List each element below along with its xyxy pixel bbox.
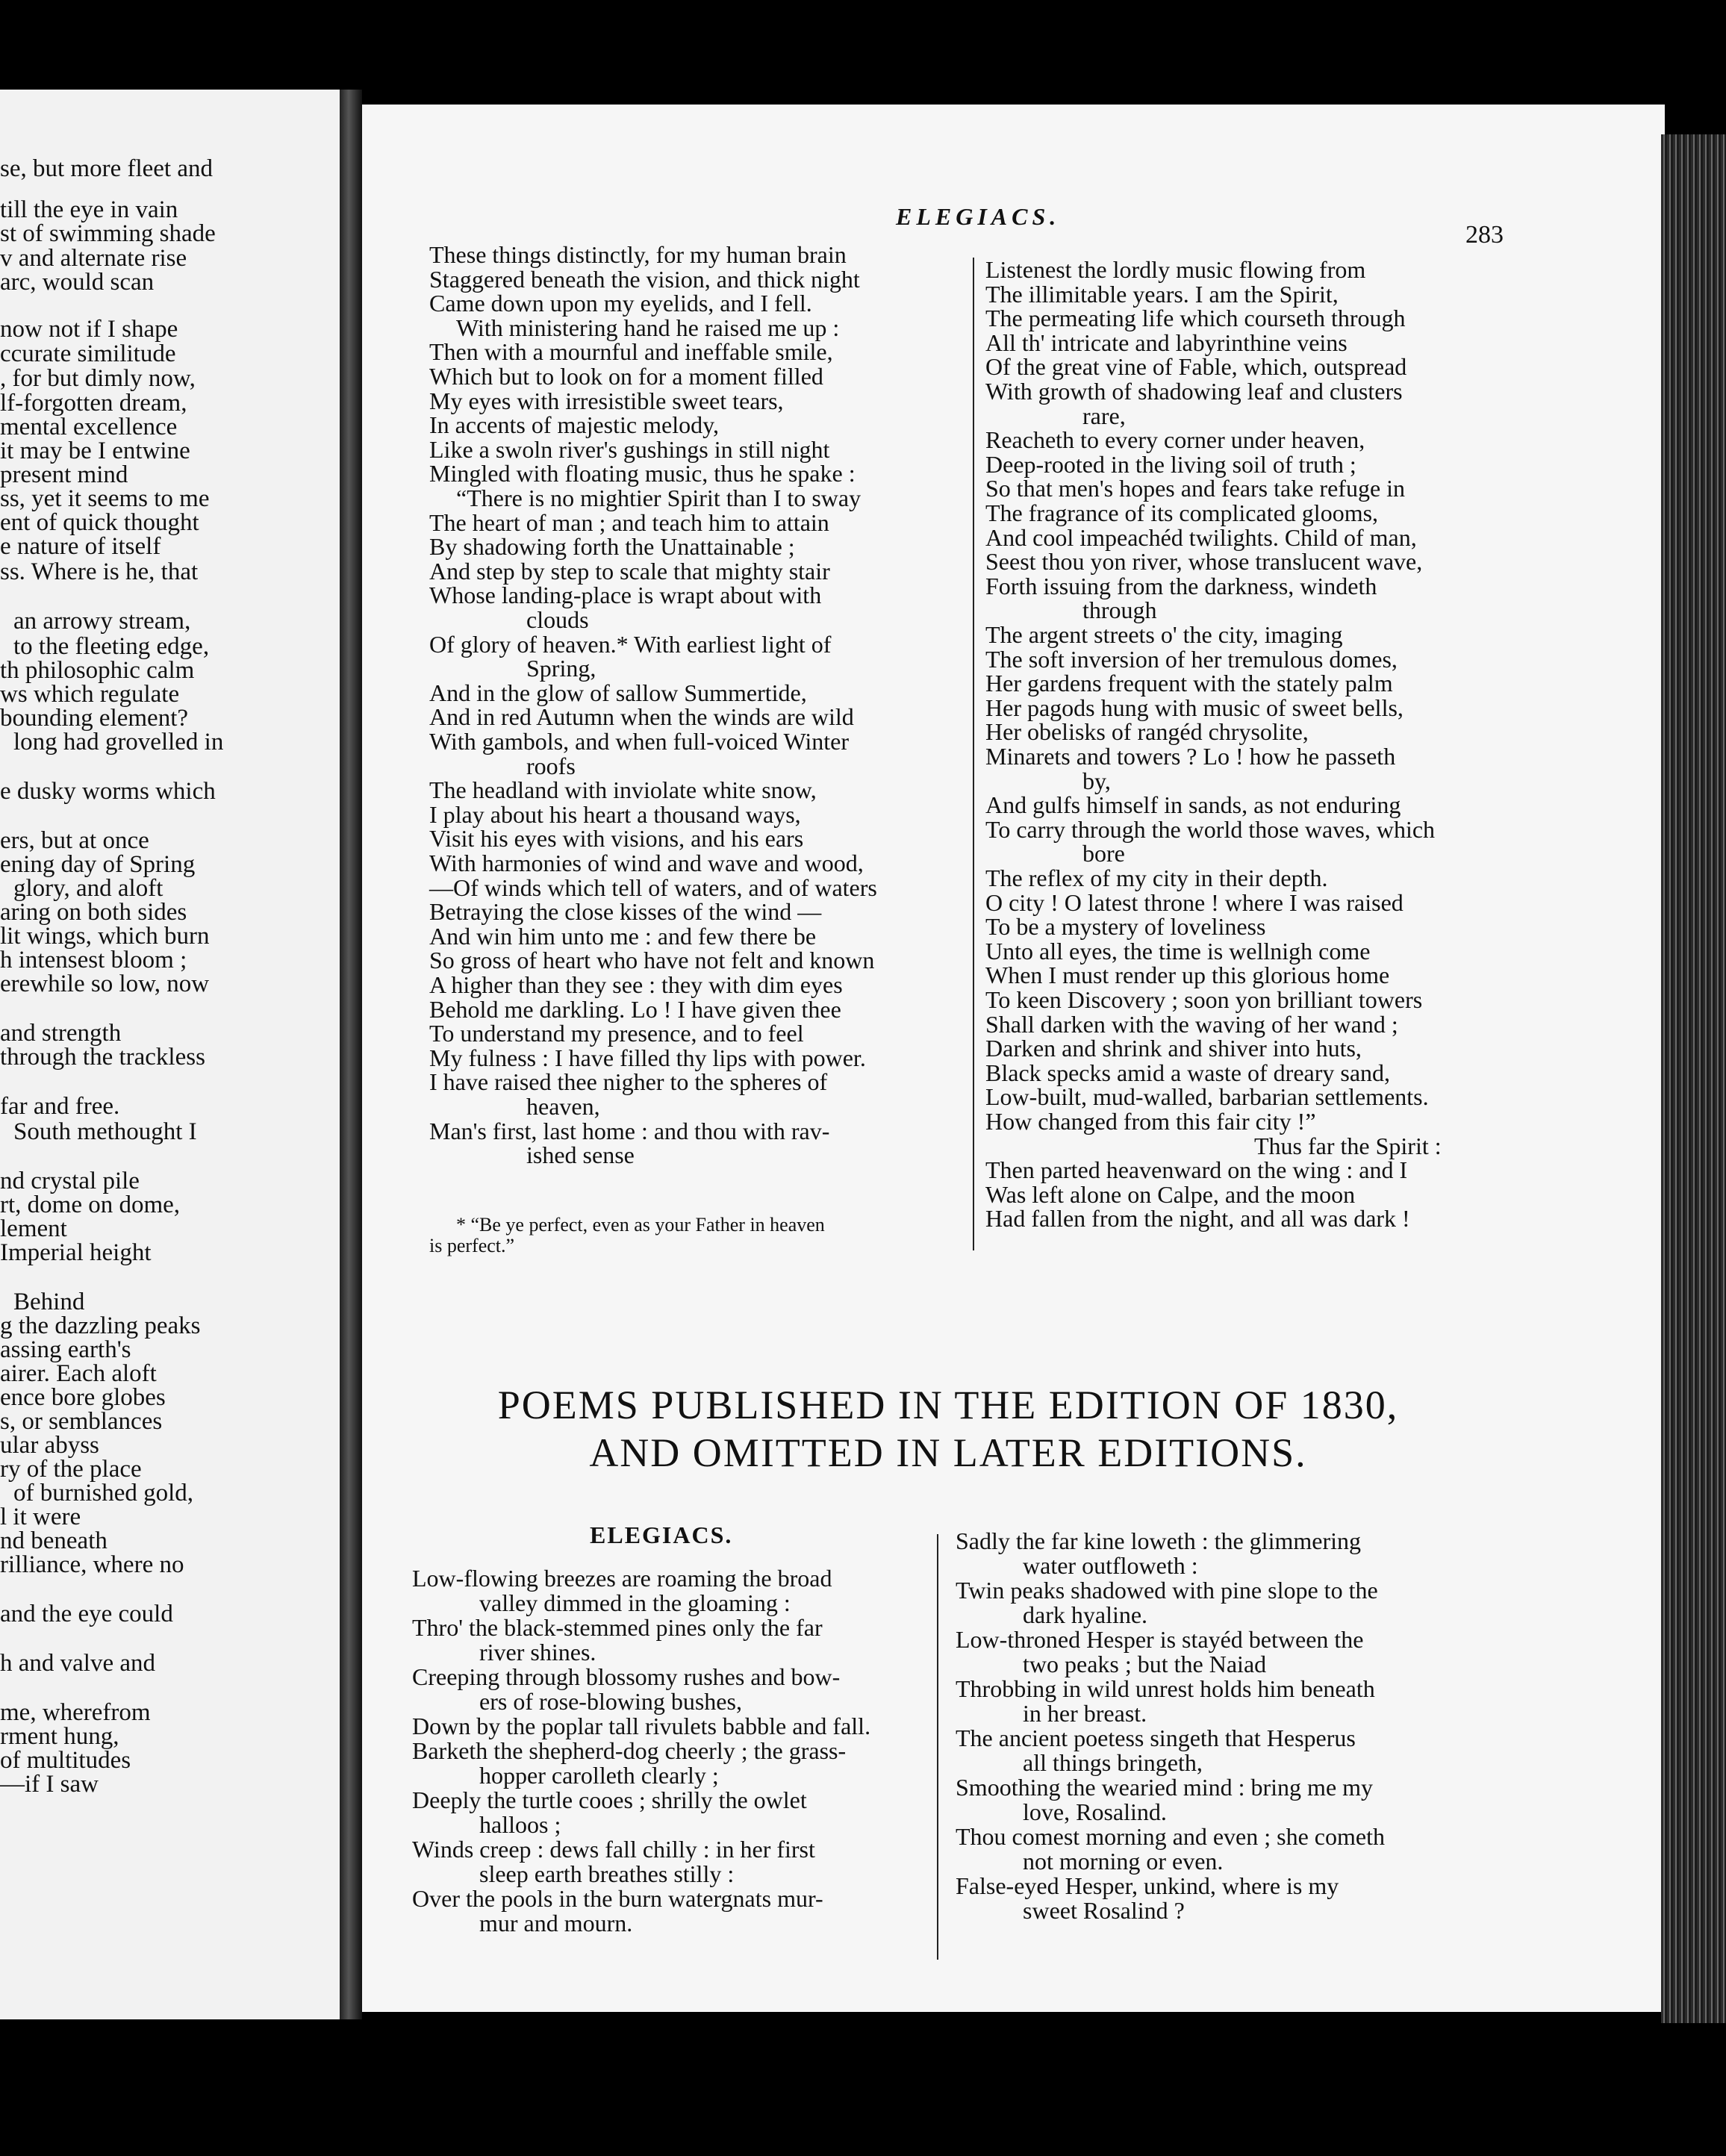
poem-title: ELEGIACS. [590, 1521, 733, 1548]
text-line: long had grovelled in [13, 729, 224, 755]
text-line: love, Rosalind. [1023, 1798, 1167, 1825]
text-line: Thro' the black-stemmed pines only the far [412, 1614, 823, 1641]
text-line: valley dimmed in the gloaming : [479, 1589, 791, 1616]
text-line: South methought I [13, 1118, 197, 1145]
text-line: hopper carolleth clearly ; [479, 1762, 719, 1789]
text-line: How changed from this fair city !” [985, 1108, 1316, 1135]
text-line: And in red Autumn when the winds are wild [429, 703, 854, 731]
text-line: Listenest the lordly music flowing from [985, 256, 1366, 283]
text-line: nd crystal pile [0, 1168, 140, 1194]
text-line: ry of the place [0, 1456, 142, 1483]
text-line: to the fleeting edge, [13, 633, 210, 660]
text-line: Reacheth to every corner under heaven, [985, 426, 1365, 454]
text-line: Deeply the turtle cooes ; shrilly the owlet [412, 1786, 807, 1813]
text-line: sweet Rosalind ? [1023, 1897, 1185, 1924]
column-d [956, 1529, 1478, 1947]
text-line: Whose landing-place is wrapt about with [429, 582, 822, 609]
text-line: an arrowy stream, [13, 608, 191, 635]
text-line: Of glory of heaven.* With earliest light of [429, 630, 832, 658]
text-line: To understand my presence, and to feel [429, 1020, 804, 1047]
text-line: Barketh the shepherd-dog cheerly ; the grass- [412, 1737, 847, 1764]
text-line: Thou comest morning and even ; she cometh [956, 1823, 1385, 1850]
text-line: far and free. [0, 1093, 120, 1120]
text-line: Behold me darkling. Lo ! I have given thee [429, 995, 841, 1023]
column-divider [973, 258, 974, 1250]
text-line: through the trackless [0, 1044, 205, 1071]
text-line: Winds creep : dews fall chilly : in her first [412, 1836, 815, 1863]
text-line: The heart of man ; and teach him to attain [429, 508, 829, 536]
text-line: in her breast. [1023, 1700, 1147, 1727]
text-line: Thus far the Spirit : [1254, 1132, 1442, 1159]
text-line: Minarets and towers ? Lo ! how he passeth [985, 743, 1396, 770]
text-line: st of swimming shade [0, 220, 216, 247]
text-line: bore [1082, 840, 1125, 867]
section-heading [418, 1381, 1478, 1477]
text-line: ished sense [526, 1141, 635, 1169]
text-line: ccurate similitude [0, 340, 176, 367]
text-line: False-eyed Hesper, unkind, where is my [956, 1872, 1339, 1899]
text-line: of burnished gold, [13, 1480, 194, 1507]
text-line: rilliance, where no [0, 1551, 184, 1578]
text-line: v and alternate rise [0, 245, 187, 272]
text-line: Twin peaks shadowed with pine slope to the [956, 1577, 1378, 1604]
text-line: river shines. [479, 1639, 596, 1666]
text-line: ence bore globes [0, 1384, 166, 1411]
text-line: Sadly the far kine loweth : the glimmering [956, 1527, 1361, 1554]
text-line: Low-throned Hesper is stayéd between the [956, 1626, 1364, 1653]
text-line: of multitudes [0, 1747, 131, 1774]
text-line: All th' intricate and labyrinthine veins [985, 328, 1348, 356]
text-line: With gambols, and when full-voiced Winter [429, 728, 850, 755]
text-line: Low-built, mud-walled, barbarian settlements. [985, 1083, 1429, 1111]
text-line: mur and mourn. [479, 1910, 633, 1937]
text-line: Shall darken with the waving of her wand ; [985, 1010, 1398, 1038]
text-line: erewhile so low, now [0, 970, 210, 997]
text-line: So that men's hopes and fears take refuge in [985, 475, 1406, 502]
text-line: glory, and aloft [13, 875, 163, 902]
footnote-line: is perfect.” [429, 1235, 515, 1256]
text-line: Then parted heavenward on the wing : and I [985, 1156, 1408, 1184]
text-line: Of the great vine of Fable, which, outspread [985, 353, 1407, 381]
text-line: Darken and shrink and shiver into huts, [985, 1035, 1362, 1062]
text-line: now not if I shape [0, 316, 178, 343]
text-line: Over the pools in the burn watergnats mur- [412, 1885, 823, 1912]
text-line: sleep earth breathes stilly : [479, 1860, 735, 1887]
text-line: by, [1082, 767, 1111, 794]
text-line: till the eye in vain [0, 196, 178, 223]
text-line: and the eye could [0, 1601, 173, 1627]
text-line: through [1082, 596, 1157, 624]
text-line: rt, dome on dome, [0, 1191, 181, 1218]
text-line: To keen Discovery ; soon yon brilliant towers [985, 986, 1423, 1013]
text-line: Spring, [526, 655, 596, 682]
text-line: e dusky worms which [0, 778, 216, 805]
text-line: lit wings, which burn [0, 923, 210, 950]
text-line: When I must render up this glorious home [985, 962, 1390, 989]
text-line: Unto all eyes, the time is wellnigh come [985, 937, 1371, 965]
text-line: The fragrance of its complicated glooms, [985, 499, 1379, 526]
text-line: The illimitable years. I am the Spirit, [985, 280, 1339, 308]
text-line: With ministering hand he raised me up : [456, 314, 840, 341]
text-line: And win him unto me : and few there be [429, 922, 817, 950]
text-line: se, but more fleet and [0, 155, 213, 182]
text-line: Behind [13, 1289, 85, 1315]
text-line: Which but to look on for a moment filled [429, 363, 823, 390]
text-line: bounding element? [0, 705, 189, 732]
text-line: Like a swoln river's gushings in still night [429, 435, 830, 463]
text-line: rare, [1082, 402, 1126, 429]
text-line: present mind [0, 461, 128, 488]
text-line: ular abyss [0, 1432, 99, 1459]
text-line: And gulfs himself in sands, as not enduring [985, 791, 1401, 819]
text-line: With harmonies of wind and wave and wood, [429, 850, 864, 876]
text-line: Down by the poplar tall rivulets babble and fall. [412, 1713, 871, 1739]
text-line: h and valve and [0, 1650, 156, 1677]
text-line: And step by step to scale that mighty stair [429, 557, 830, 585]
text-line: I play about his heart a thousand ways, [429, 800, 801, 828]
text-line: two peaks ; but the Naiad [1023, 1651, 1267, 1677]
text-line: ent of quick thought [0, 509, 199, 536]
text-line: These things distinctly, for my human brain [429, 241, 847, 268]
text-line: aring on both sides [0, 899, 187, 926]
text-line: Visit his eyes with visions, and his ears [429, 825, 804, 853]
text-line: So gross of heart who have not felt and known [429, 947, 875, 974]
section-heading-line: POEMS PUBLISHED IN THE EDITION OF 1830, [497, 1383, 1399, 1427]
column-c [412, 1566, 935, 1954]
text-line: heaven, [526, 1093, 600, 1120]
text-line: —Of winds which tell of waters, and of waters [429, 873, 877, 901]
text-line: not morning or even. [1023, 1848, 1224, 1875]
text-line: O city ! O latest throne ! where I was raised [985, 888, 1403, 916]
text-line: rment hung, [0, 1723, 119, 1750]
text-line: s, or semblances [0, 1408, 163, 1435]
text-line: Black specks amid a waste of dreary sand, [985, 1059, 1391, 1086]
text-line: I have raised thee nigher to the spheres of [429, 1068, 828, 1096]
text-line: A higher than they see : they with dim eyes [429, 971, 843, 998]
text-line: ws which regulate [0, 681, 180, 708]
text-line: Man's first, last home : and thou with rav- [429, 1117, 830, 1144]
text-line: g the dazzling peaks [0, 1312, 201, 1339]
section-heading-line: AND OMITTED IN LATER EDITIONS. [589, 1430, 1307, 1475]
text-line: e nature of itself [0, 533, 161, 560]
text-line: water outfloweth : [1023, 1552, 1198, 1579]
text-line: By shadowing forth the Unattainable ; [429, 533, 795, 561]
text-line: Deep-rooted in the living soil of truth ; [985, 450, 1356, 478]
text-line: Had fallen from the night, and all was dark ! [985, 1205, 1410, 1233]
text-line: Staggered beneath the vision, and thick night [429, 265, 860, 293]
column-divider [937, 1534, 938, 1960]
text-line: My fulness : I have filled thy lips with power. [429, 1044, 866, 1071]
text-line: ers, but at once [0, 827, 149, 854]
text-line: My eyes with irresistible sweet tears, [429, 387, 784, 414]
text-line: lf-forgotten dream, [0, 390, 187, 417]
text-line: The ancient poetess singeth that Hesperus [956, 1725, 1356, 1751]
text-line: And in the glow of sallow Summertide, [429, 679, 807, 706]
text-line: nd beneath [0, 1527, 108, 1554]
text-line: arc, would scan [0, 269, 155, 296]
text-line: , for but dimly now, [0, 365, 196, 392]
text-line: The argent streets o' the city, imaging [985, 621, 1343, 648]
text-line: airer. Each aloft [0, 1360, 157, 1387]
text-line: it may be I entwine [0, 437, 190, 464]
text-line: th philosophic calm [0, 657, 195, 684]
text-line: —if I saw [0, 1771, 99, 1798]
column-b [985, 258, 1508, 1273]
text-line: The permeating life which courseth through [985, 305, 1406, 332]
text-line: Mingled with floating music, thus he spake : [429, 460, 856, 487]
text-line: ss, yet it seems to me [0, 485, 210, 512]
running-head: ELEGIACS. [896, 203, 1061, 230]
book-gutter [340, 90, 362, 2019]
text-line: The reflex of my city in their depth. [985, 864, 1328, 891]
text-line: assing earth's [0, 1336, 131, 1363]
text-line: Her gardens frequent with the stately palm [985, 670, 1393, 697]
text-line: Forth issuing from the darkness, windeth [985, 572, 1377, 599]
text-line: dark hyaline. [1023, 1601, 1148, 1628]
text-line: In accents of majestic melody, [429, 411, 719, 439]
text-line: Her obelisks of rangéd chrysolite, [985, 718, 1309, 746]
text-line: Was left alone on Calpe, and the moon [985, 1180, 1356, 1208]
text-line: Her pagods hung with music of sweet bells, [985, 694, 1403, 721]
text-line: roofs [526, 752, 576, 779]
text-line: Imperial height [0, 1239, 152, 1266]
left-page [0, 90, 342, 2019]
text-line: all things bringeth, [1023, 1749, 1203, 1776]
page-edge [1661, 134, 1726, 2023]
text-line: And cool impeachéd twilights. Child of man, [985, 523, 1417, 551]
text-line: clouds [526, 606, 589, 633]
text-line: The soft inversion of her tremulous domes, [985, 645, 1398, 673]
text-line: With growth of shadowing leaf and clusters [985, 378, 1403, 405]
text-line: l it were [0, 1504, 81, 1530]
footnote-line: * “Be ye perfect, even as your Father in heaven [456, 1214, 825, 1236]
text-line: “There is no mightier Spirit than I to sway [456, 485, 862, 511]
text-line: The headland with inviolate white snow, [429, 776, 817, 804]
text-line: me, wherefrom [0, 1699, 151, 1726]
text-line: Came down upon my eyelids, and I fell. [429, 290, 812, 317]
text-line: mental excellence [0, 414, 178, 440]
text-line: ss. Where is he, that [0, 558, 199, 585]
text-line: Low-flowing breezes are roaming the broad [412, 1565, 832, 1592]
text-line: Then with a mournful and ineffable smile, [429, 338, 833, 366]
text-line: To carry through the world those waves, which [985, 815, 1436, 843]
text-line: ening day of Spring [0, 851, 196, 878]
text-line: lement [0, 1215, 67, 1242]
text-line: Smoothing the wearied mind : bring me my [956, 1774, 1374, 1801]
text-line: ers of rose-blowing bushes, [479, 1688, 742, 1715]
text-line: Seest thou yon river, whose translucent wave, [985, 548, 1423, 576]
text-line: Creeping through blossomy rushes and bow- [412, 1663, 841, 1690]
text-line: halloos ; [479, 1811, 561, 1838]
text-line: To be a mystery of loveliness [985, 913, 1266, 941]
page-number: 283 [1465, 221, 1504, 249]
text-line: and strength [0, 1020, 122, 1047]
column-a [429, 241, 952, 1256]
text-line: Betraying the close kisses of the wind — [429, 898, 822, 926]
text-line: h intensest bloom ; [0, 947, 187, 973]
text-line: Throbbing in wild unrest holds him beneath [956, 1675, 1375, 1702]
